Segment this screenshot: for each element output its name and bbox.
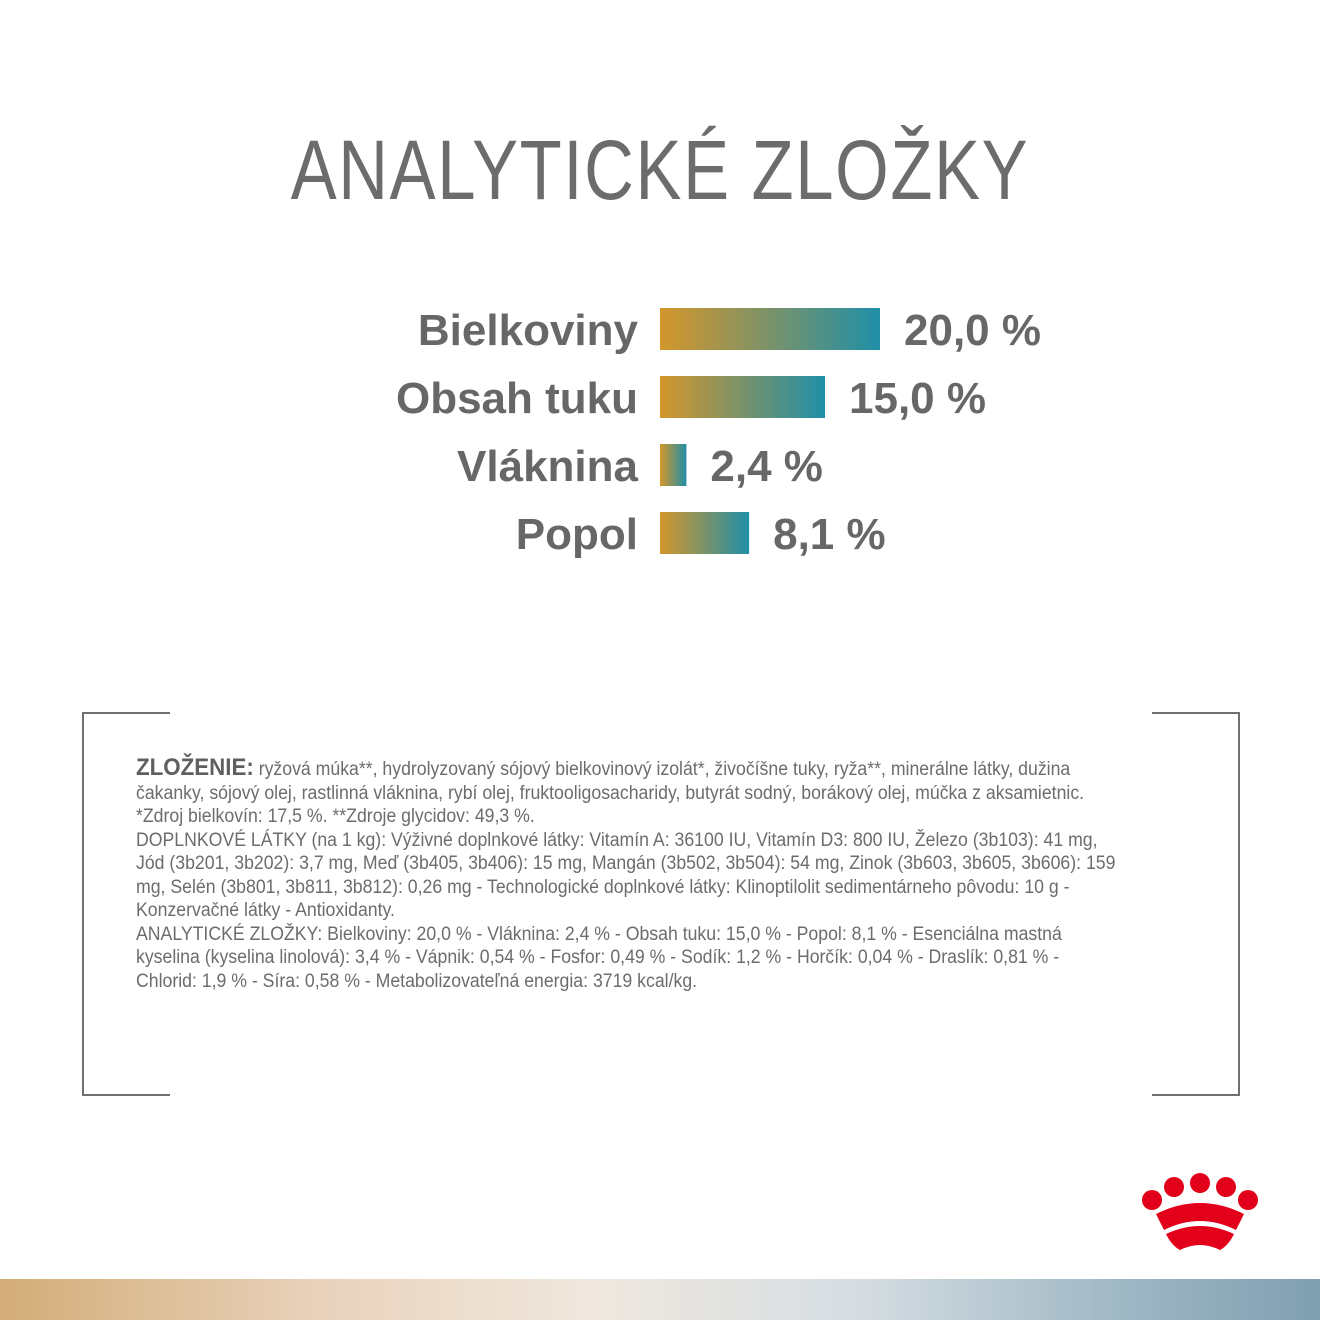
category-label: Obsah tuku <box>395 374 638 423</box>
page-title: ANALYTICKÉ ZLOŽKY <box>290 123 1030 217</box>
bar <box>660 308 880 350</box>
value-label: 20,0 % <box>904 306 1041 355</box>
value-label: 15,0 % <box>849 374 986 423</box>
frame-right-bracket <box>1152 712 1240 1096</box>
composition-additives: DOPLNKOVÉ LÁTKY (na 1 kg): Výživné doplnkové látky: Vitamín A: 36100 IU, Vitamín D3: 800 IU, Železo (3b103): 41 mg, Jód (3b201, 3b202): 3,7 mg, Meď (3b405, 3b406): 15 mg, Mangán (3b502, 3b504): 54 mg, Zinok (3b603, 3b605, 3b606): 159 mg, Selén (3b801, 3b811, 3b812): 0,26 mg - Technologické doplnkové látky: Klinoptilolit sedimentárneho pôvodu: 10 g - Konzervačné látky - Antioxidanty. <box>136 829 1116 921</box>
bar <box>660 512 749 554</box>
composition-analytical: ANALYTICKÉ ZLOŽKY: Bielkoviny: 20,0 % - Vláknina: 2,4 % - Obsah tuku: 15,0 % - Popol: 8,1 % - Esenciálna mastná kyselina (kyselina linolová): 3,4 % - Vápnik: 0,54 % - Fosfor: 0,49 % - Sodík: 1,2 % - Horčík: 0,04 % - Draslík: 0,81 % - Chlorid: 1,9 % - Síra: 0,58 % - Metabolizovateľná energia: 3719 kcal/kg. <box>136 923 1062 992</box>
composition-text <box>136 756 1122 993</box>
decorative-gradient-band <box>0 1279 1320 1320</box>
value-label: 2,4 % <box>710 442 823 491</box>
nutrient-bar-chart <box>0 290 1320 580</box>
royal-crown-icon <box>1136 1172 1276 1262</box>
category-label: Bielkoviny <box>417 306 638 355</box>
bar <box>660 376 825 418</box>
composition-ingredients: ryžová múka**, hydrolyzovaný sójový bielkovinový izolát*, živočíšne tuky, ryža**, minerálne látky, dužina čakanky, sójový olej, rastlinná vláknina, rybí olej, fruktooligosacharidy, butyrát sodný, borákový olej, múčka z aksamietnic. *Zdroj bielkovín: 17,5 %. **Zdroje glycidov: 49,3 %. <box>136 759 1085 827</box>
composition-label: ZLOŽENIE: <box>136 754 254 781</box>
category-label: Popol <box>515 510 638 559</box>
category-label: Vláknina <box>457 442 638 491</box>
value-label: 8,1 % <box>773 510 886 559</box>
bar <box>660 444 686 486</box>
